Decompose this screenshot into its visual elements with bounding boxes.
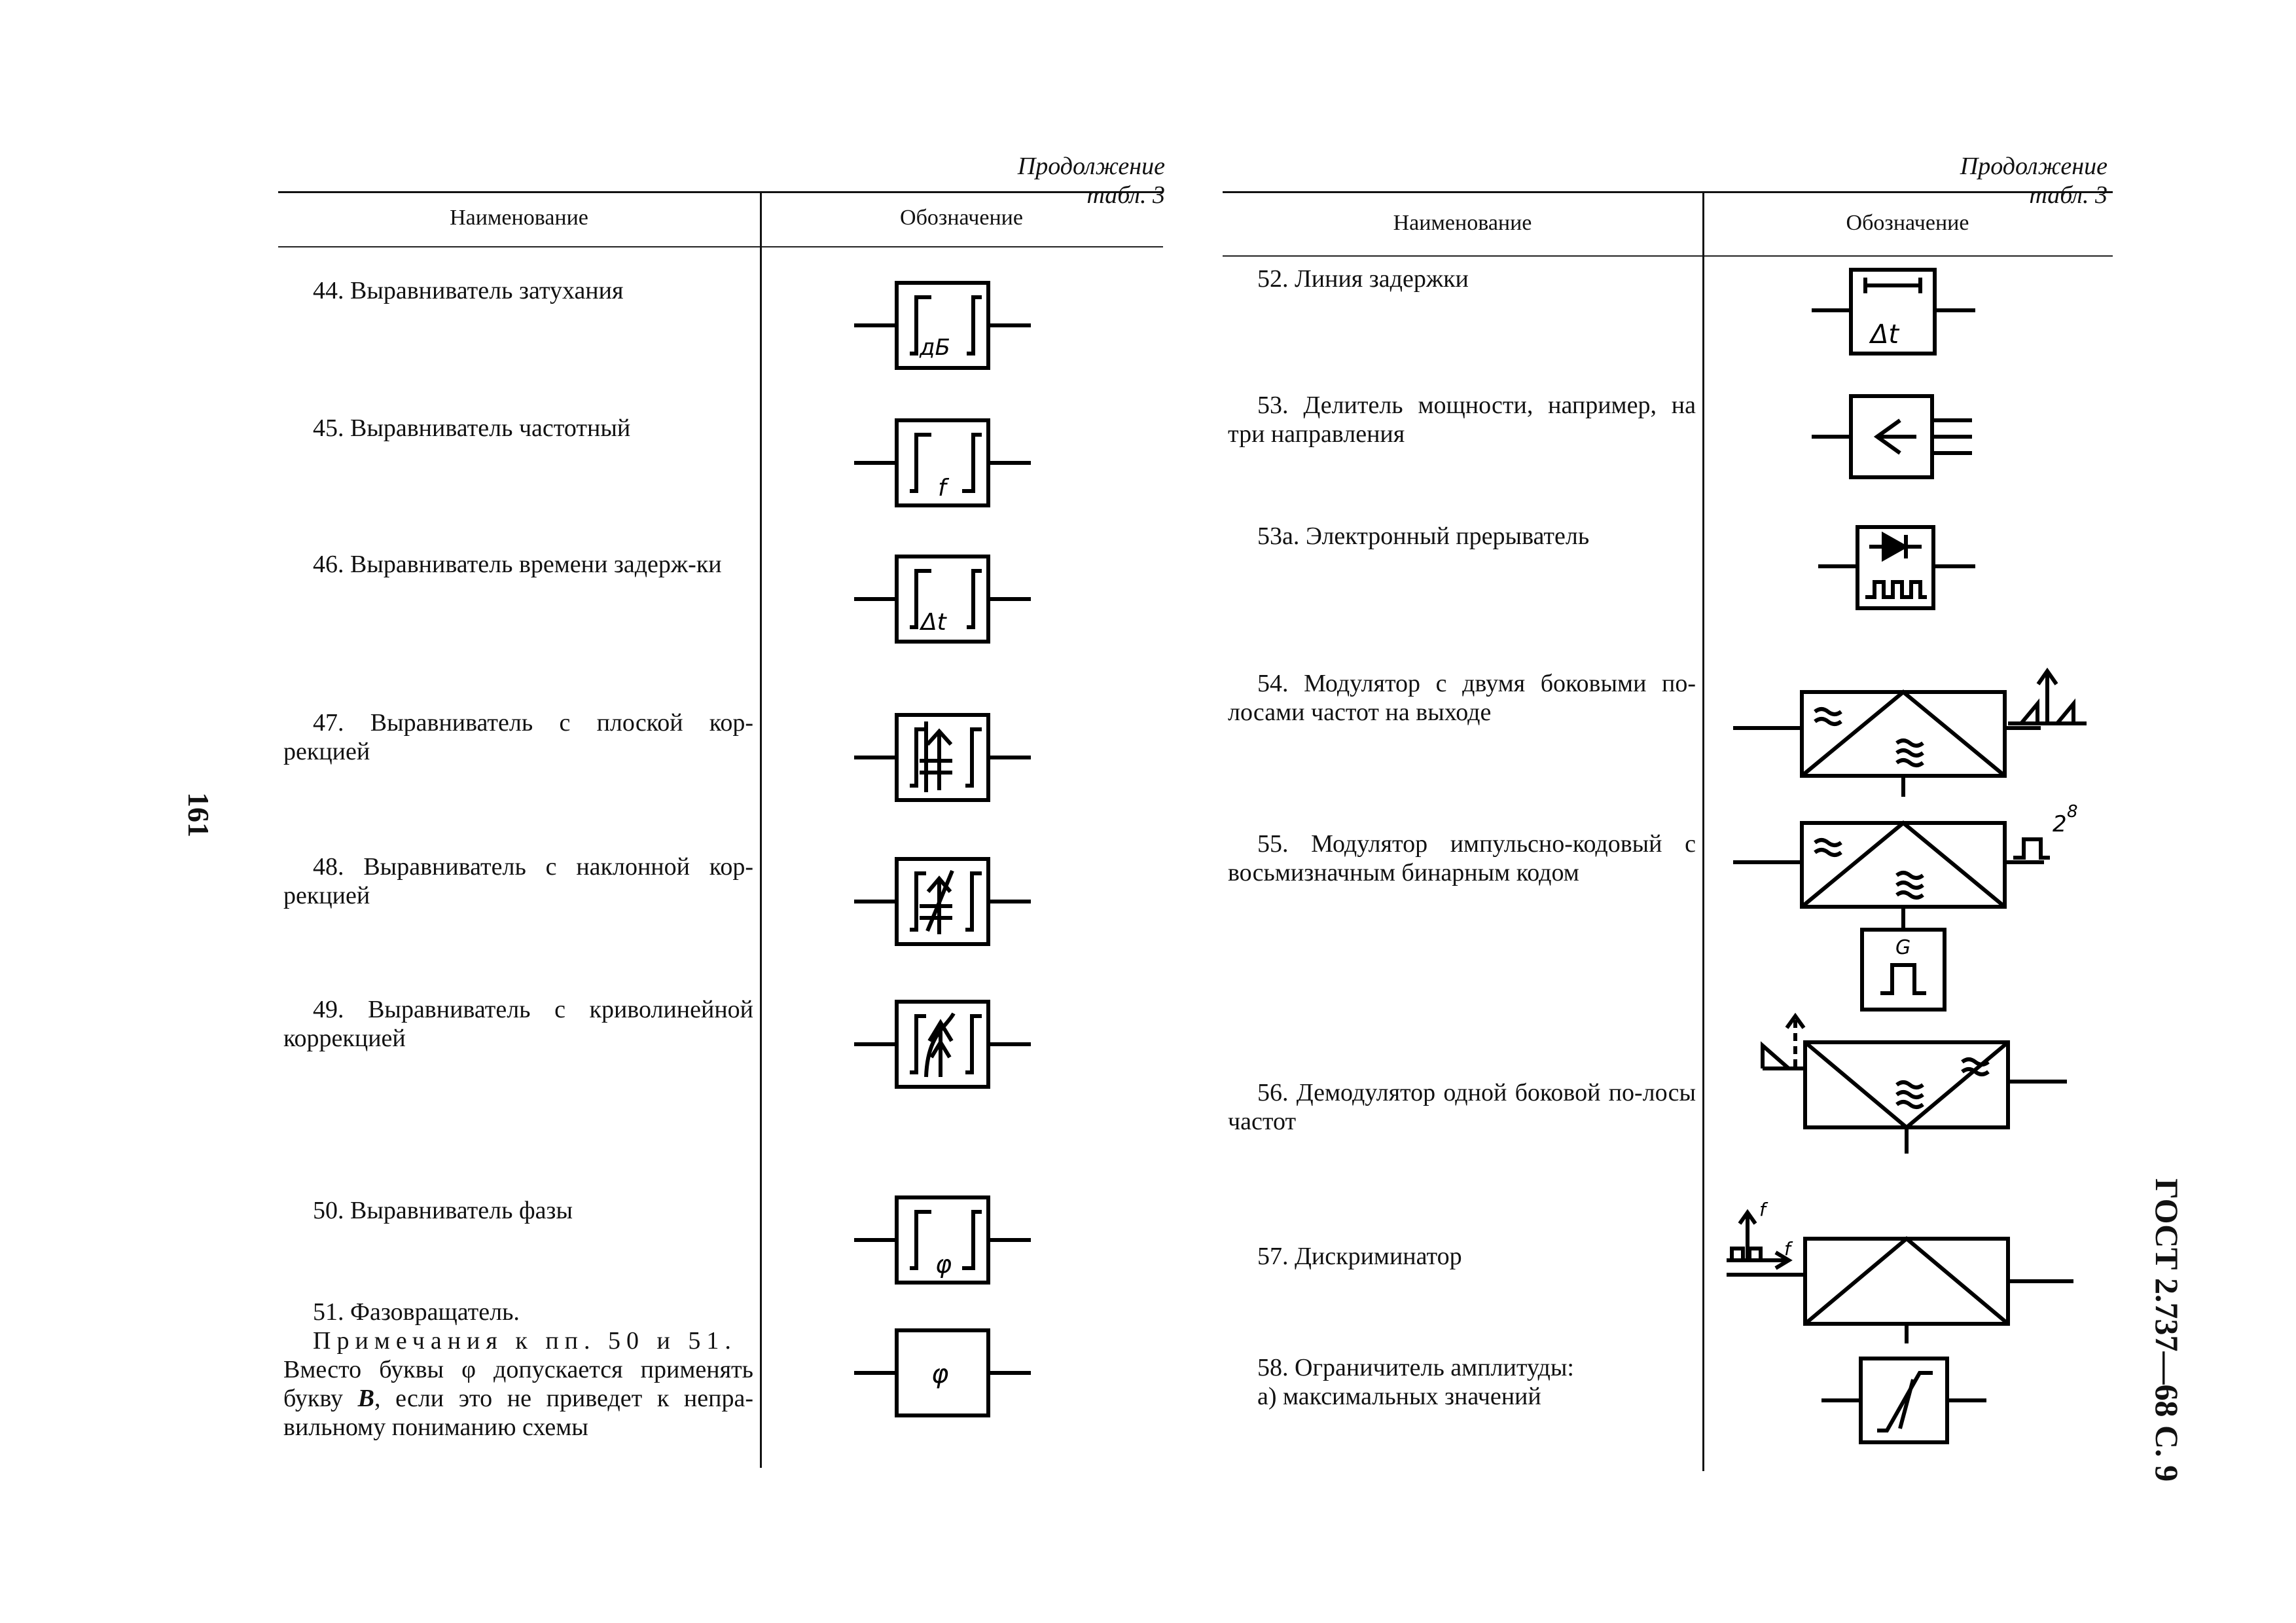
phase-shifter-icon [854, 1324, 1037, 1422]
row-name: 58. Ограничитель амплитуды: [1257, 1354, 1574, 1381]
ssb-demodulator-icon [1733, 996, 2100, 1160]
power-divider-icon [1812, 391, 1982, 483]
row-name: 53а. Электронный прерыватель [1257, 522, 1590, 550]
discriminator-icon [1707, 1183, 2100, 1347]
note-body-part2: , если это не приведет к непра-вильному пониманию схемы [283, 1385, 753, 1441]
pcm-modulator-icon [1733, 793, 2100, 1016]
column-divider [760, 191, 762, 1468]
row-name: 50. Выравниватель фазы [313, 1197, 573, 1224]
row-name: 48. Выравниватель с наклонной кор-рекцией [283, 853, 753, 909]
header-rule [1223, 255, 2113, 257]
row-name: 52. Линия задержки [1257, 265, 1469, 293]
symbol-table-right [1223, 191, 2113, 1471]
delay-equalizer-icon [854, 550, 1037, 648]
electronic-chopper-icon [1818, 522, 1988, 613]
delay-line-icon [1812, 264, 1982, 363]
row-name: 55. Модулятор импульсно-кодовый с восьмизначным бинарным кодом [1228, 830, 1696, 886]
header-rule [278, 246, 1163, 247]
note-heading: Примечания к пп. 50 и 51. [313, 1327, 737, 1355]
slope-correction-equalizer-icon [854, 852, 1037, 951]
phase-equalizer-icon [854, 1191, 1037, 1289]
row-name: 57. Дискриминатор [1257, 1243, 1462, 1270]
svg-text:φ: φ [935, 1250, 952, 1279]
row-name: 53. Делитель мощности, например, на три направления [1228, 392, 1696, 448]
continuation-caption-right: Продолжение табл. 3 [1960, 153, 2108, 209]
row-name: 44. Выравниватель затухания [313, 277, 624, 304]
svg-text:G: G [1895, 936, 1911, 959]
gost-label: ГОСТ 2.737—68 С. 9 [2149, 1178, 2185, 1482]
svg-text:8: 8 [2067, 802, 2078, 822]
column-header-name: Наименование [1393, 211, 1532, 235]
column-header-name: Наименование [450, 206, 588, 230]
svg-text:Δt: Δt [1871, 319, 1899, 350]
row-name: 51. Фазовращатель. [313, 1298, 520, 1326]
row-name-with-note [283, 1298, 753, 1442]
svg-text:f: f [1784, 1238, 1791, 1260]
row-name: 47. Выравниватель с плоской кор-рекцией [283, 709, 753, 765]
svg-text:Δt: Δt [921, 609, 946, 636]
note-body [283, 1355, 753, 1442]
symbol-table-left [278, 191, 1163, 1468]
continuation-caption-left: Продолжение табл. 3 [1017, 153, 1165, 209]
row-name: 45. Выравниватель частотный [313, 414, 631, 442]
row-name: 56. Демодулятор одной боковой по-лосы частот [1228, 1079, 1696, 1135]
svg-text:2: 2 [2053, 811, 2067, 837]
attenuation-equalizer-icon [854, 276, 1037, 374]
table-top-rule [1223, 191, 2113, 193]
curvilinear-correction-equalizer-icon [854, 995, 1037, 1093]
note-body-part1: Вместо буквы φ допускается применять букву [283, 1356, 753, 1412]
svg-text:f: f [938, 475, 946, 501]
note-letter: В [357, 1385, 374, 1412]
flat-correction-equalizer-icon [854, 708, 1037, 807]
frequency-equalizer-icon [854, 414, 1037, 512]
svg-text:дБ: дБ [920, 335, 950, 361]
dsb-modulator-icon [1733, 646, 2100, 797]
amplitude-limiter-icon [1821, 1353, 1992, 1451]
row-name: 49. Выравниватель с криволинейной коррекцией [283, 996, 753, 1052]
table-top-rule [278, 191, 1163, 193]
column-divider [1702, 191, 1704, 1471]
svg-text:f: f [1759, 1199, 1766, 1220]
svg-text:φ: φ [931, 1359, 949, 1389]
row-name: 46. Выравниватель времени задерж-ки [313, 551, 722, 578]
column-header-symbol: Обозначение [900, 206, 1023, 230]
row-name-with-sub [1228, 1353, 1696, 1411]
row-subitem: а) максимальных значений [1257, 1383, 1541, 1410]
row-name: 54. Модулятор с двумя боковыми по-лосами частот на выходе [1228, 670, 1696, 726]
page-number: 161 [182, 792, 215, 837]
column-header-symbol: Обозначение [1846, 211, 1969, 235]
